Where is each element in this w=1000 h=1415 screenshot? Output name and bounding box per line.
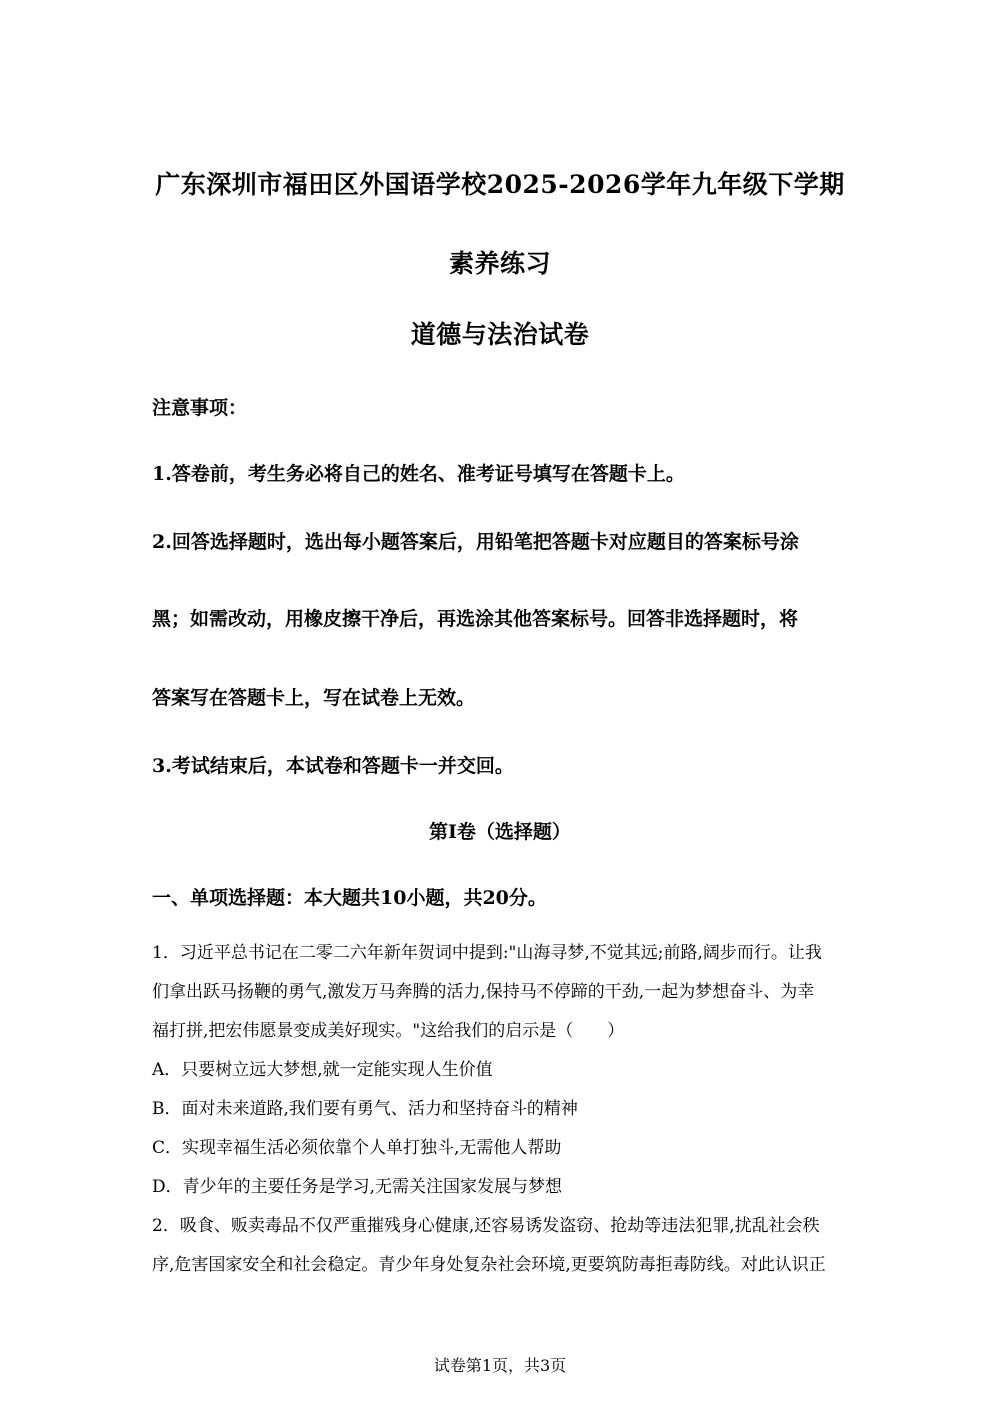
notice-item-2-line-1: 2.回答选择题时，选出每小题答案后，用铅笔把答题卡对应题目的答案标号涂 — [152, 531, 799, 553]
question-1-line-2: 们拿出跃马扬鞭的勇气,激发万马奔腾的活力,保持马不停蹄的干劲,一起为梦想奋斗、为幸 — [152, 982, 815, 1002]
notice-item-2-line-3: 答案写在答题卡上，写在试卷上无效。 — [152, 687, 476, 709]
question-2-line-2: 序,危害国家安全和社会稳定。青少年身处复杂社会环境,更要筑防毒拒毒防线。对此认识正 — [152, 1255, 826, 1275]
exam-title-line2: 素养练习 — [448, 249, 551, 278]
page-footer: 试卷第1页，共3页 — [433, 1356, 567, 1375]
question-1-line-3: 福打拼,把宏伟愿景变成美好现实。"这给我们的启示是（ ） — [152, 1021, 625, 1041]
notice-item-3: 3.考试结束后，本试卷和答题卡一并交回。 — [152, 755, 514, 777]
notice-heading: 注意事项： — [152, 397, 248, 419]
exam-title-line1: 广东深圳市福田区外国语学校2025-2026学年九年级下学期 — [155, 170, 845, 199]
notice-item-1: 1.答卷前，考生务必将自己的姓名、准考证号填写在答题卡上。 — [152, 463, 685, 485]
question-1-option-b: B．面对未来道路,我们要有勇气、活力和坚持奋斗的精神 — [152, 1099, 578, 1119]
question-1-line-1: 1．习近平总书记在二零二六年新年贺词中提到:"山海寻梦,不觉其远;前路,阔步而行。让我 — [152, 943, 822, 963]
exam-subject-title: 道德与法治试卷 — [410, 320, 590, 349]
volume-title: 第I卷（选择题） — [429, 821, 571, 843]
question-1-option-c: C．实现幸福生活必须依靠个人单打独斗,无需他人帮助 — [152, 1138, 562, 1158]
question-1-option-a: A．只要树立远大梦想,就一定能实现人生价值 — [152, 1060, 493, 1080]
question-1-option-d: D．青少年的主要任务是学习,无需关注国家发展与梦想 — [152, 1177, 563, 1197]
question-2-line-1: 2．吸食、贩卖毒品不仅严重摧残身心健康,还容易诱发盗窃、抢劫等违法犯罪,扰乱社会秩 — [152, 1216, 820, 1236]
part-title: 一、单项选择题：本大题共10小题，共20分。 — [152, 887, 547, 909]
notice-item-2-line-2: 黑；如需改动，用橡皮擦干净后，再选涂其他答案标号。回答非选择题时，将 — [152, 608, 799, 630]
